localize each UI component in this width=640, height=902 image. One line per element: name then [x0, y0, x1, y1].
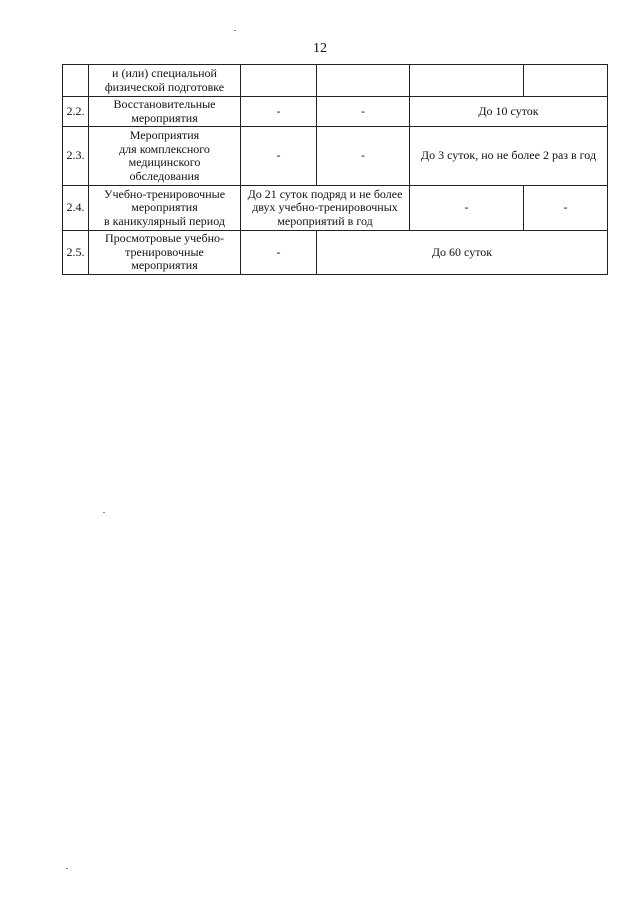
scan-speck [103, 512, 105, 513]
event-name-line: Просмотровые учебно- [104, 231, 225, 246]
event-name-line: Учебно-тренировочные [103, 186, 226, 201]
table-cell: - [241, 231, 317, 275]
events-table [62, 64, 608, 275]
duration-line: До 21 суток подряд и не более [247, 186, 403, 201]
duration-cell: До 60 суток [317, 231, 608, 275]
event-name-line: Мероприятия [129, 128, 200, 142]
table-cell [241, 65, 317, 97]
event-name [89, 97, 241, 127]
table-row [63, 186, 608, 231]
table-row [63, 231, 608, 275]
event-name [89, 127, 241, 186]
duration-cell [241, 186, 410, 231]
event-name-line: мероприятия [131, 110, 198, 125]
event-name [89, 65, 241, 97]
event-name-line: мероприятия [131, 258, 198, 273]
event-name-line: и (или) специальной [112, 66, 217, 80]
event-name-line: обследования [129, 168, 200, 183]
event-name-line: физической подготовке [104, 79, 225, 94]
table-cell [410, 65, 524, 97]
duration-line: мероприятий в год [277, 213, 373, 228]
row-number: 2.5. [63, 231, 89, 275]
event-name-line: для комплексного [119, 141, 210, 156]
event-name-line: тренировочные [125, 244, 204, 259]
table-row [63, 97, 608, 127]
scan-speck [234, 30, 236, 31]
table-cell: - [410, 186, 524, 231]
table-cell: - [317, 127, 410, 186]
row-number: 2.2. [63, 97, 89, 127]
event-name-line: медицинского [128, 155, 201, 169]
table-cell: - [317, 97, 410, 127]
row-number: 2.3. [63, 127, 89, 186]
row-number: 2.4. [63, 186, 89, 231]
event-name-line: в каникулярный период [104, 213, 225, 228]
duration-cell: До 10 суток [410, 97, 608, 127]
scan-speck [66, 868, 68, 869]
table-cell: - [524, 186, 608, 231]
duration-cell: До 3 суток, но не более 2 раз в год [410, 127, 608, 186]
row-number [63, 65, 89, 97]
table-cell: - [241, 127, 317, 186]
page-number: 12 [313, 41, 327, 56]
event-name-line: мероприятия [131, 200, 198, 215]
event-name [89, 186, 241, 231]
event-name-line: Восстановительные [113, 97, 216, 111]
duration-line: двух учебно-тренировочных [252, 200, 398, 215]
table-row [63, 65, 608, 97]
table-cell [524, 65, 608, 97]
table-cell [317, 65, 410, 97]
event-name [89, 231, 241, 275]
table-row [63, 127, 608, 186]
table-cell: - [241, 97, 317, 127]
